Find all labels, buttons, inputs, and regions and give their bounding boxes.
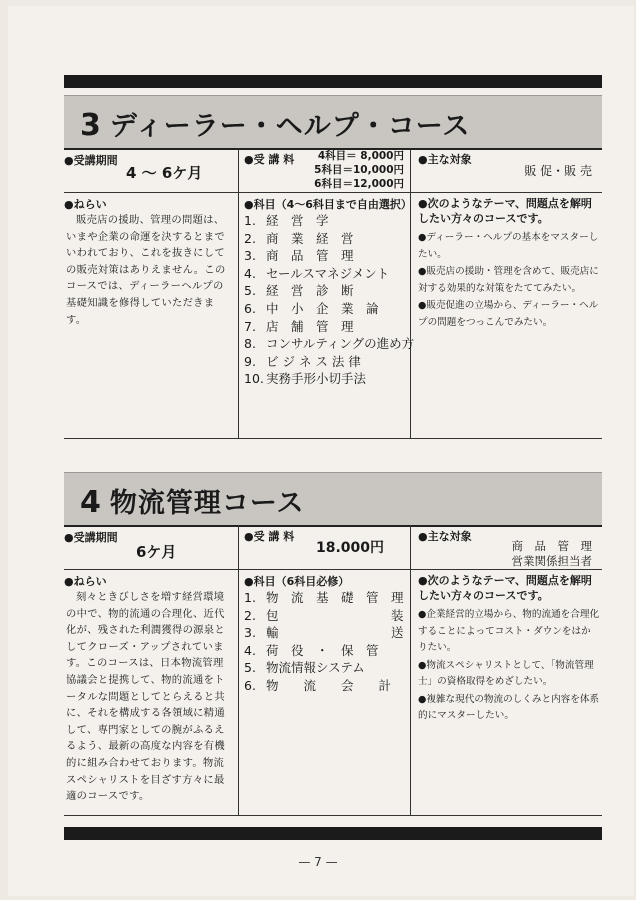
course-4-aim-text: 刻々ときびしさを増す経営環境の中で、物的流通の合理化、近代化が、残された利潤獲得の源泉としてクローズ・アップされています。このコースは、日本物流管理協議会と提携して、物的流通をトータルな問題としてとらえると共に、それを構成する各領域に精通して、専門家としての腕がふるえるよう、最新の高度な内容を有機的に組み合わせております。物流スペシャリストを目ざす方々に最適のコースです。 bbox=[66, 591, 225, 803]
course-4-theme-head: ●次のようなテーマ、問題点を解明したい方々のコースです。 bbox=[418, 574, 592, 602]
course-4-period-label: ●受講期間 bbox=[64, 531, 118, 544]
list-item: 7. 店 舗 管 理 bbox=[244, 318, 354, 334]
course-3-title-box bbox=[64, 95, 602, 150]
list-item: 6. 物 流 会 計 bbox=[244, 677, 392, 693]
course-4-fee-lines bbox=[294, 541, 384, 555]
list-item: 2. 商 業 経 営 bbox=[244, 230, 354, 246]
list-item: ●販売促進の立場から、ディーラー・ヘルプの問題をつっこんでみたい。 bbox=[418, 300, 599, 328]
divider bbox=[238, 148, 239, 438]
course-4-aim-label: ●ねらい bbox=[64, 575, 107, 588]
list-item: 1. 物 流 基 礎 管 理 bbox=[244, 590, 404, 605]
course-3-table bbox=[64, 148, 602, 439]
target-line: 商 品 管 理 bbox=[511, 539, 592, 553]
list-item: 10. 実務手形小切手法 bbox=[244, 371, 367, 387]
course-4-target-label: ●主な対象 bbox=[418, 530, 472, 543]
top-black-bar bbox=[64, 75, 602, 88]
fee-line: 18.000円 bbox=[315, 540, 384, 556]
list-item: ●ディーラー・ヘルプの基本をマスターしたい。 bbox=[418, 232, 599, 260]
list-item: 3. 商 品 管 理 bbox=[244, 248, 354, 264]
course-4-number: 4 bbox=[80, 485, 102, 520]
list-item: ●販売店の援助・管理を含めて、販売店に対する効果的な対策をたててみたい。 bbox=[418, 266, 599, 294]
fee-line: 5科目＝10,000円 bbox=[314, 164, 404, 176]
course-3-theme-head: ●次のようなテーマ、問題点を解明したい方々のコースです。 bbox=[418, 197, 592, 225]
list-item: 4. セールスマネジメント bbox=[244, 265, 390, 281]
list-item: 1. 経 営 学 bbox=[244, 213, 329, 228]
list-item: 4. 荷 役 ・ 保 管 bbox=[244, 642, 379, 658]
course-4-title bbox=[80, 481, 305, 520]
course-4-theme-list bbox=[418, 607, 600, 726]
course-3-aim-label: ●ねらい bbox=[64, 198, 107, 211]
list-item: 6. 中 小 企 業 論 bbox=[244, 300, 379, 316]
course-4-table bbox=[64, 525, 602, 816]
course-3-fee-label: ●受 講 料 bbox=[244, 153, 295, 166]
course-4-subject-list bbox=[244, 589, 404, 695]
course-3-subjects-label: ●科目（4～6科目まで自由選択） bbox=[244, 198, 412, 211]
course-3-title-text: ディーラー・ヘルプ・コース bbox=[109, 111, 471, 142]
divider bbox=[238, 525, 239, 815]
list-item: ●企業経営的立場から、物的流通を合理化することによってコスト・ダウンをはかりたい。 bbox=[418, 609, 600, 653]
page-number: — 7 — bbox=[298, 855, 338, 869]
course-3-period-value: 4 ～ 6ケ月 bbox=[126, 164, 203, 182]
target-line: 販 促・販 売 bbox=[524, 164, 592, 178]
list-item: 2. 包 装 bbox=[244, 607, 404, 623]
list-item: 8. コンサルティングの進め方 bbox=[244, 336, 415, 352]
course-3-fee-lines bbox=[304, 149, 404, 191]
course-4-title-box bbox=[64, 472, 602, 527]
course-3-number: 3 bbox=[80, 108, 102, 143]
list-item: 9. ビ ジ ネ ス 法 律 bbox=[244, 353, 361, 369]
course-3-target-label: ●主な対象 bbox=[418, 153, 472, 166]
course-3-target-lines bbox=[464, 164, 592, 179]
course-3-subject-list bbox=[244, 212, 415, 388]
divider bbox=[410, 525, 411, 815]
fee-line: 6科目＝12,000円 bbox=[314, 178, 404, 190]
list-item: ●物流スペシャリストとして、「物流管理士」の資格取得をめざしたい。 bbox=[418, 659, 594, 687]
course-4-target-lines bbox=[464, 539, 592, 569]
bottom-black-bar bbox=[64, 827, 602, 840]
list-item: ●複雑な現代の物流のしくみと内容を体系的にマスターしたい。 bbox=[418, 693, 600, 721]
course-3-theme-list bbox=[418, 230, 600, 332]
course-3-period-label: ●受講期間 bbox=[64, 154, 118, 167]
course-4-subjects-label: ●科目（6科目必修） bbox=[244, 575, 350, 588]
course-4-title-text: 物流管理コース bbox=[109, 488, 305, 519]
target-line: 営業関係担当者 bbox=[511, 554, 592, 568]
course-4-fee-label: ●受 講 料 bbox=[244, 530, 295, 543]
list-item: 5. 経 営 診 断 bbox=[244, 283, 354, 299]
list-item: 5. 物流情報システム bbox=[244, 660, 365, 676]
fee-line: 4科目＝ 8,000円 bbox=[317, 150, 404, 162]
divider bbox=[410, 148, 411, 438]
list-item: 3. 輸 送 bbox=[244, 625, 404, 641]
course-3-aim-text: 販売店の援助、管理の問題は、いまや企業の命運を決するとまでいわれており、これを抜きにしての販売対策はありえません。このコースでは、ディーラーヘルプの基礎知識を修得していただきます。 bbox=[66, 214, 226, 326]
course-3-title bbox=[80, 104, 470, 143]
course-4-period-value: 6ケ月 bbox=[136, 543, 177, 561]
